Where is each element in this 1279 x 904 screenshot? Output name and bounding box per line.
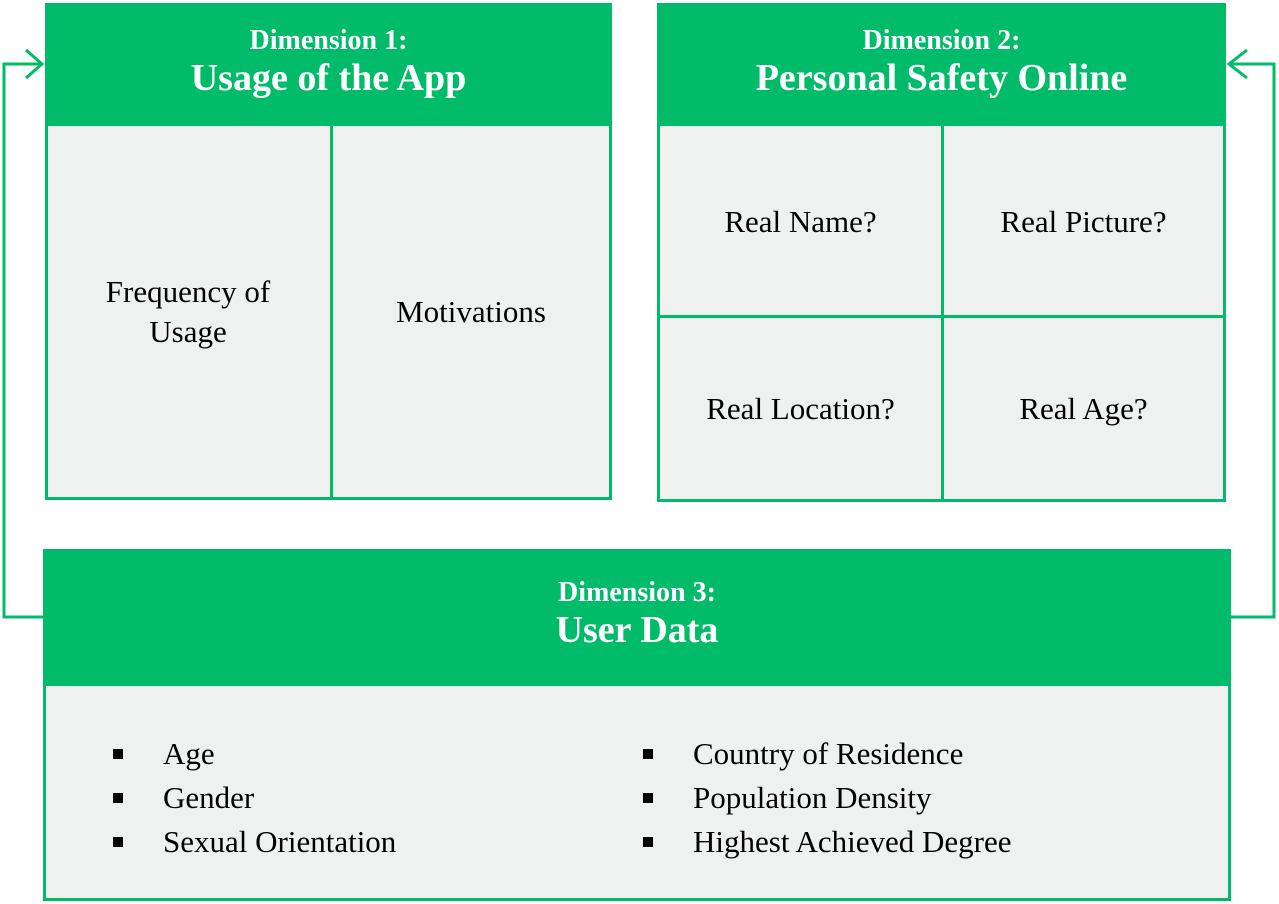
- dimension-2-cell-real-age: Real Age?: [1019, 390, 1148, 426]
- list-item: Highest Achieved Degree: [643, 820, 1012, 864]
- dimension-2-cell-real-picture: Real Picture?: [1000, 203, 1167, 239]
- arrow-dim3-to-dim2: [1229, 64, 1274, 617]
- list-item: Sexual Orientation: [113, 820, 396, 864]
- dimension-2-header: [660, 6, 1223, 126]
- dimension-1-title: Usage of the App: [190, 57, 467, 99]
- bullet-square-icon: [113, 837, 123, 847]
- dimension-1-header: [48, 6, 609, 126]
- bullet-square-icon: [113, 793, 123, 803]
- dimension-2-cell-real-name: Real Name?: [724, 203, 877, 239]
- list-item: Population Density: [643, 776, 1012, 820]
- bullet-square-icon: [643, 749, 653, 759]
- dimension-3-label: Dimension 3:: [558, 577, 716, 608]
- dimension-1-cell-frequency: Frequency of Usage: [105, 273, 271, 349]
- dimension-1-cell-motivations: Motivations: [396, 293, 546, 329]
- bullet-square-icon: [643, 837, 653, 847]
- list-item: Country of Residence: [643, 732, 1012, 776]
- dimension-3-right-list: [643, 732, 1012, 864]
- dimension-2-cell-real-location: Real Location?: [706, 390, 895, 426]
- list-item: Gender: [113, 776, 396, 820]
- dimension-3-header: [46, 552, 1228, 686]
- dimension-2-label: Dimension 2:: [862, 25, 1021, 56]
- dimension-3-title: User Data: [555, 609, 719, 651]
- dimension-2-box: [657, 3, 1226, 502]
- dimension-3-box: [43, 549, 1231, 901]
- list-item: Age: [113, 732, 396, 776]
- bullet-square-icon: [643, 793, 653, 803]
- dimension-3-left-list: [113, 732, 396, 864]
- dimension-1-label: Dimension 1:: [249, 25, 408, 56]
- dimension-2-title: Personal Safety Online: [755, 57, 1128, 99]
- dimension-1-box: [45, 3, 612, 500]
- arrow-dim3-to-dim1: [4, 64, 46, 617]
- bullet-square-icon: [113, 749, 123, 759]
